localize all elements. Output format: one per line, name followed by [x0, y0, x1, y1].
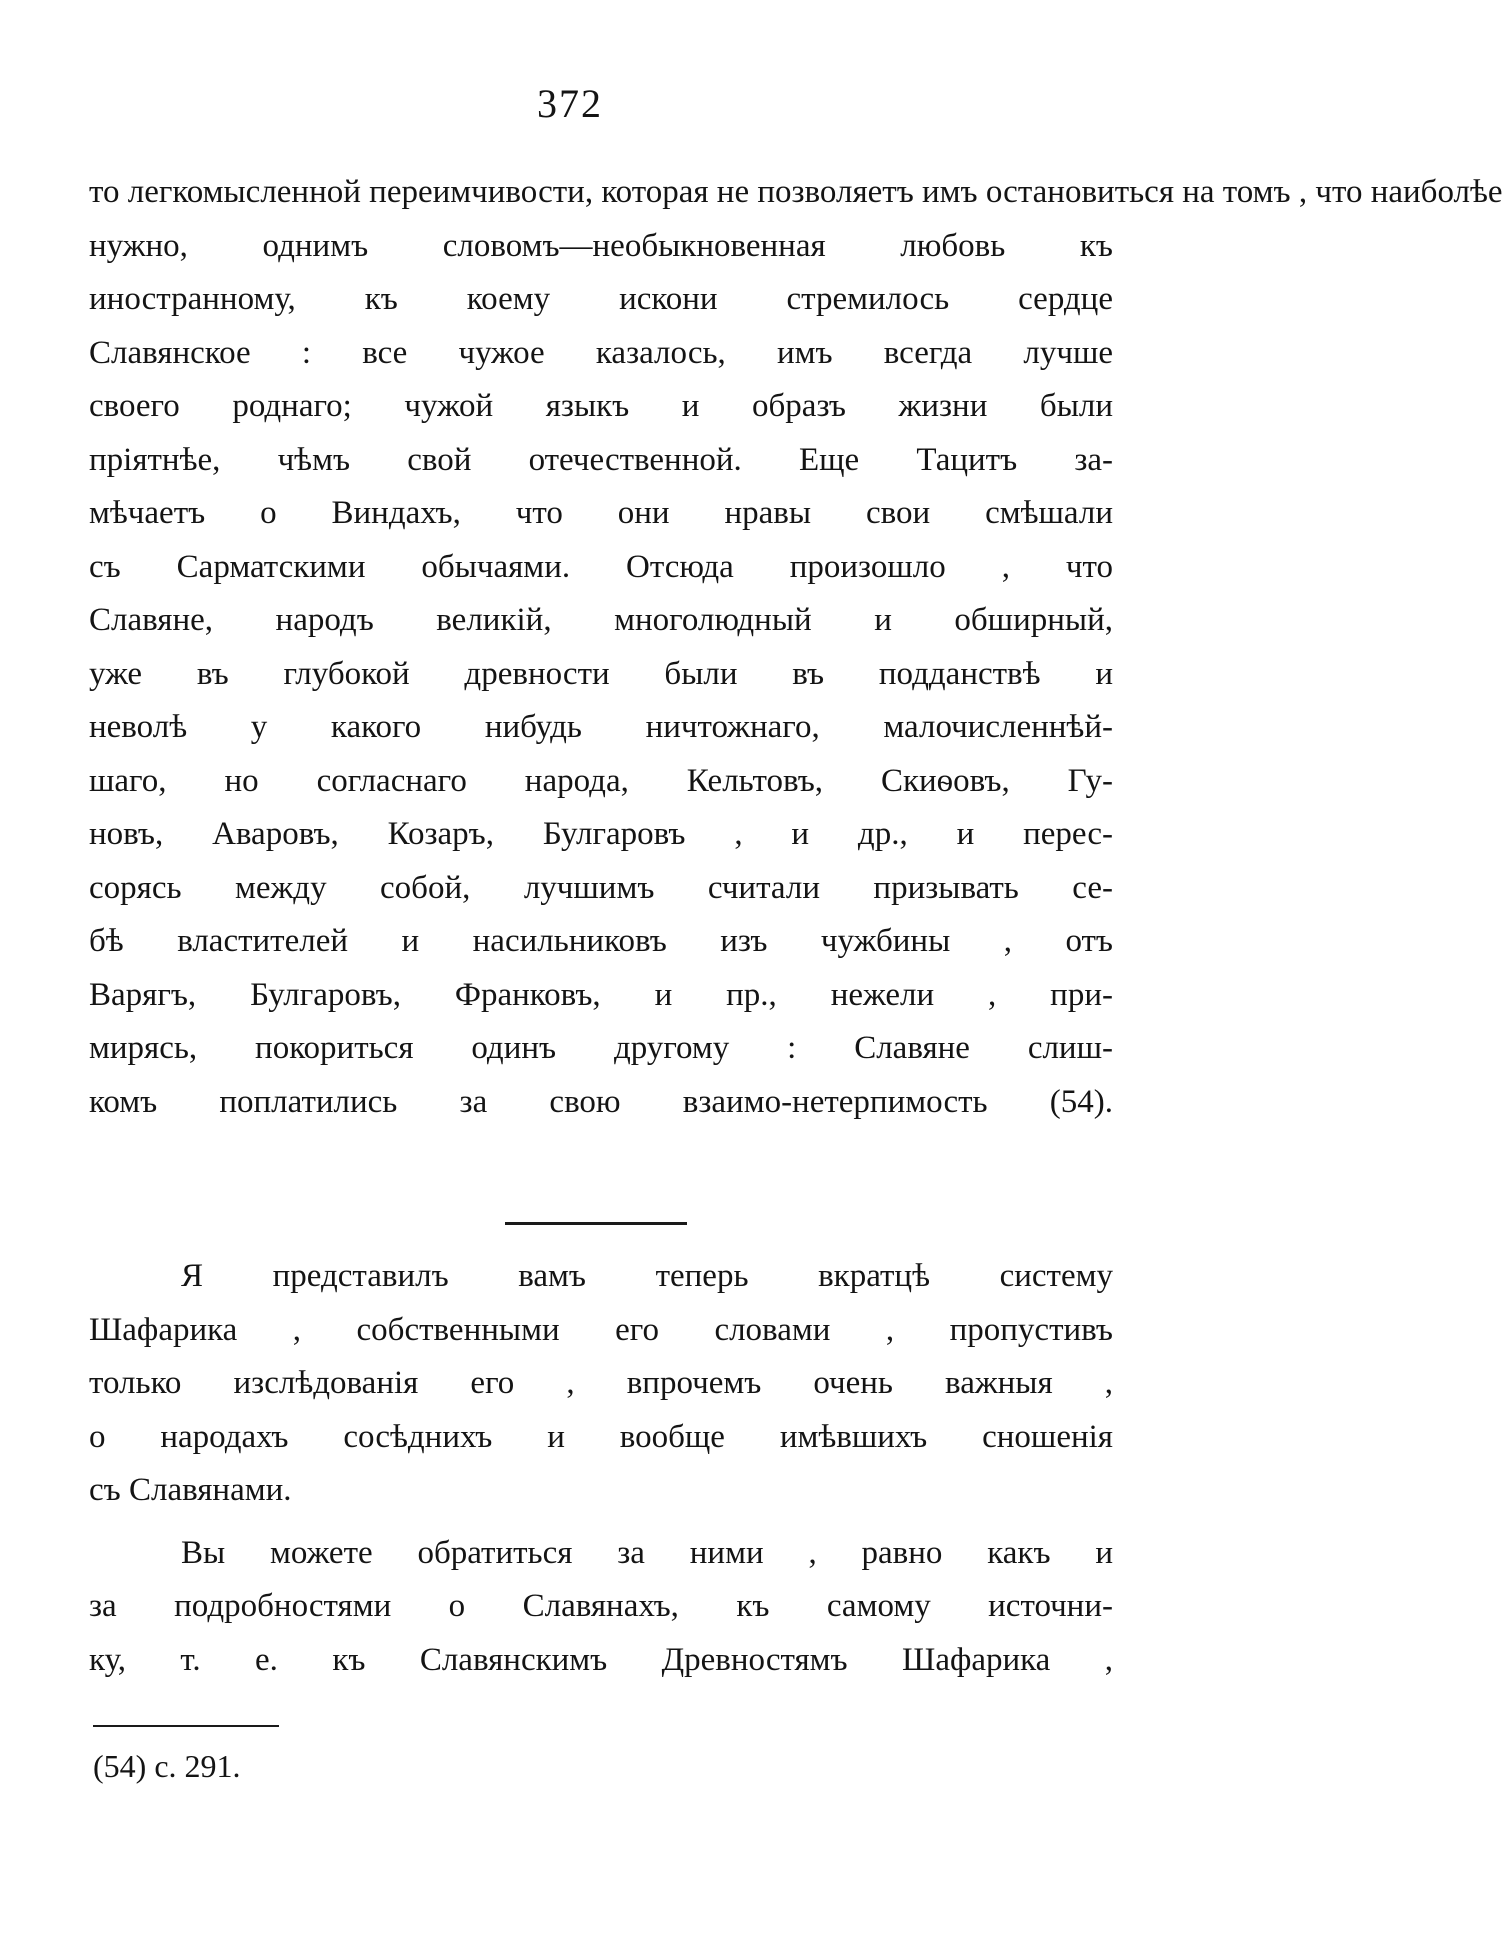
text-line: Вы можете обратиться за ними , равно какъ и: [181, 1534, 1113, 1571]
text-line: комъ поплатились за свою взаимо-нетерпимость (54).: [89, 1083, 1113, 1120]
text-line: уже въ глубокой древности были въ подданствѣ и: [89, 655, 1113, 692]
footnote-divider: [93, 1725, 279, 1727]
section-divider: [505, 1222, 687, 1225]
text-line: шаго, но согласнаго народа, Кельтовъ, Скиѳовъ, Гу-: [89, 762, 1113, 799]
text-line: мирясь, покориться одинъ другому : Славяне слиш-: [89, 1030, 1113, 1066]
text-line: нужно, однимъ словомъ—необыкновенная любовь къ: [89, 227, 1113, 264]
text-line: только изслѣдованія его , впрочемъ очень важныя ,: [89, 1365, 1113, 1401]
text-line: бѣ властителей и насильниковъ изъ чужбины , отъ: [89, 923, 1113, 959]
text-line: новъ, Аваровъ, Козаръ, Булгаровъ , и др., и перес-: [89, 816, 1113, 852]
footnote: (54) с. 291.: [93, 1748, 241, 1784]
text-line: Шафарика , собственными его словами , пропустивъ: [89, 1311, 1113, 1348]
text-line: за подробностями о Славянахъ, къ самому источни-: [89, 1588, 1113, 1624]
summary-paragraph-2: [89, 1527, 1113, 1688]
page-number: 372: [537, 81, 603, 126]
text-line: то легкомысленной переимчивости, которая не позволяетъ имъ остановиться на томъ , что наиболѣе: [89, 174, 1503, 210]
text-line: иностранному, къ коему искони стремилось сердце: [89, 281, 1113, 317]
text-line: о народахъ сосѣднихъ и вообще имѣвшихъ сношенія: [89, 1418, 1113, 1455]
main-paragraph: [89, 166, 1503, 1129]
text-line: Я представилъ вамъ теперь вкратцѣ систему: [181, 1258, 1113, 1294]
summary-section: [89, 1250, 1113, 1687]
text-line: ку, т. е. къ Славянскимъ Древностямъ Шафарика ,: [89, 1641, 1113, 1678]
summary-paragraph-1: [89, 1250, 1113, 1518]
text-line: съ Славянами.: [89, 1472, 292, 1508]
text-line: Славянское : все чужое казалось, имъ всегда лучше: [89, 334, 1113, 371]
text-line: своего роднаго; чужой языкъ и образъ жизни были: [89, 388, 1113, 424]
text-line: съ Сарматскими обычаями. Отсюда произошло , что: [89, 548, 1113, 585]
text-line: Варягъ, Булгаровъ, Франковъ, и пр., нежели , при-: [89, 976, 1113, 1013]
text-line: сорясь между собой, лучшимъ считали призывать се-: [89, 869, 1113, 906]
text-line: мѣчаетъ о Виндахъ, что они нравы свои смѣшали: [89, 495, 1113, 531]
text-line: Славяне, народъ великій, многолюдный и обширный,: [89, 602, 1113, 638]
text-line: пріятнѣе, чѣмъ свой отечественной. Еще Тацитъ за-: [89, 441, 1113, 478]
text-line: неволѣ у какого нибудь ничтожнаго, малочисленнѣй-: [89, 709, 1113, 745]
